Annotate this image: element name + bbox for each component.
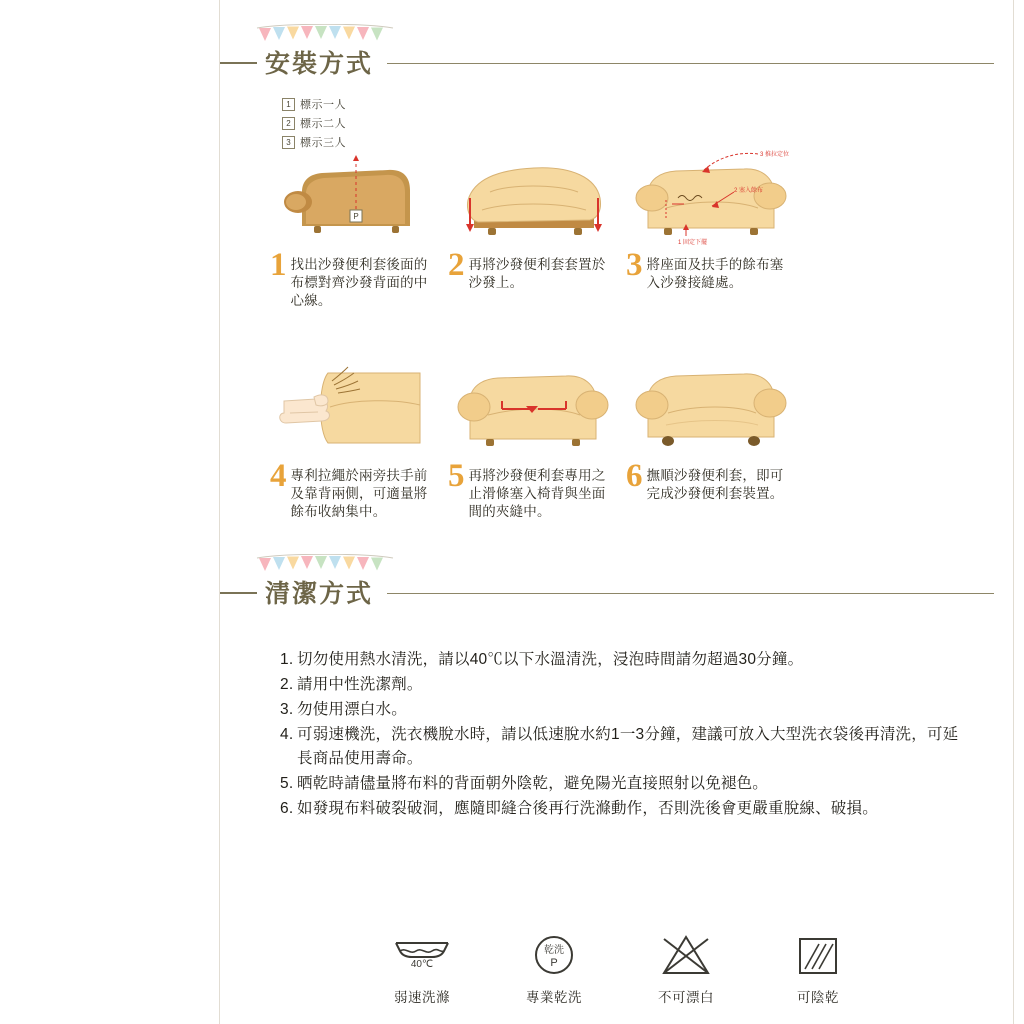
install-step-5 (448, 351, 608, 522)
page-content (220, 0, 1014, 1024)
list-item-index: 5. (280, 775, 294, 793)
hand-pull-drawstring-icon (270, 351, 440, 461)
cleaning-section-header (220, 548, 1014, 610)
step-4-caption (270, 457, 430, 522)
step-5-number: 5 (448, 457, 465, 494)
install-step-1 (270, 140, 430, 311)
list-item (280, 648, 970, 672)
step-1-illustration (270, 140, 430, 245)
care-symbol-shade-dry (773, 930, 863, 1006)
legend-label-1: 標示一人 (300, 99, 346, 111)
step-3-annotation-3: 3 推拉定位 (760, 152, 790, 158)
install-section-header (220, 18, 1014, 80)
step-2-number: 2 (448, 247, 465, 283)
list-item (280, 723, 970, 771)
list-item-text: 請用中性洗潔劑。 (297, 676, 423, 694)
list-item (280, 698, 970, 722)
list-item-text: 晒乾時請儘量將布料的背面朝外陰乾，避免陽光直接照射以免褪色。 (297, 775, 769, 793)
list-item (280, 772, 970, 796)
step-3-text: 將座面及扶手的餘布塞入沙發接縫處。 (646, 257, 784, 291)
care-symbol-wash (377, 930, 467, 1006)
legend-box-2: 2 (282, 117, 295, 130)
svg-text:P: P (353, 212, 359, 221)
shade-dry-icon (773, 930, 863, 982)
install-step-3 (626, 140, 790, 311)
care-symbol-no-bleach (641, 930, 731, 1006)
step-6-illustration (626, 351, 786, 456)
list-item-index: 1. (280, 651, 294, 668)
install-steps (270, 140, 990, 521)
cleaning-title-row (220, 574, 1014, 612)
list-item-text: 勿使用漂白水。 (297, 701, 407, 719)
step-6-number: 6 (626, 457, 643, 494)
install-step-4 (270, 351, 430, 522)
bunting-decoration-icon (255, 554, 395, 576)
list-item (280, 673, 970, 697)
step-6-caption (626, 457, 786, 503)
step-1-text: 找出沙發便利套後面的布標對齊沙發背面的中心線。 (290, 257, 428, 309)
title-rule (387, 593, 994, 594)
legend-item (282, 96, 346, 112)
step-3-annotation-2: 2 塞入餘布 (734, 188, 764, 194)
step-3-annotation-1: 1 固定下擺 (678, 240, 708, 246)
step-6-text: 撫順沙發便利套，即可完成沙發便利套裝置。 (646, 467, 784, 501)
step-4-number: 4 (270, 457, 287, 494)
step-5-illustration (448, 351, 608, 456)
sofa-insert-strips-icon (448, 351, 618, 461)
cleaning-section-title: 清潔方式 (265, 580, 374, 608)
legend-box-3: 3 (282, 136, 295, 149)
install-step-2 (448, 140, 608, 311)
legend-label-2: 標示二人 (300, 118, 346, 130)
list-item-index: 3. (280, 701, 294, 719)
install-title-row (220, 44, 1014, 82)
step-3-caption (626, 247, 786, 292)
list-item-index: 4. (280, 726, 294, 744)
step-5-text: 再將沙發便利套專用之止滑條塞入椅背與坐面間的夾縫中。 (468, 467, 606, 520)
title-rule (387, 63, 994, 64)
legend-label-3: 標示三人 (300, 137, 346, 149)
sofa-cover-drape-icon (448, 140, 618, 250)
list-item-index: 2. (280, 676, 294, 694)
dryclean-p-label: P (550, 957, 558, 969)
step-2-text: 再將沙發便利套套置於沙發上。 (468, 257, 606, 291)
care-symbol-dryclean (509, 930, 599, 1006)
list-item-text: 可弱速機洗，洗衣機脫水時，請以低速脫水約1一3分鐘，建議可放入大型洗衣袋後再清洗，可延長商品使用壽命。 (297, 726, 959, 768)
step-3-illustration (626, 140, 790, 246)
care-label-wash: 弱速洗滌 (394, 990, 450, 1005)
step-5-caption (448, 457, 608, 522)
legend-box-1: 1 (282, 98, 295, 111)
step-4-text: 專利拉繩於兩旁扶手前及靠背兩側，可適量將餘布收納集中。 (290, 467, 428, 520)
list-item-text: 如發現布料破裂破洞，應隨即縫合後再行洗滌動作，否則洗後會更嚴重脫線、破損。 (297, 800, 878, 818)
wash-tub-40c-icon (377, 930, 467, 982)
title-dash (220, 592, 257, 594)
wash-temp-label: 40℃ (410, 959, 434, 970)
sofa-back-with-label-icon (270, 140, 440, 250)
step-1-number: 1 (270, 247, 287, 283)
install-step-6 (626, 351, 786, 522)
care-label-shade-dry: 可陰乾 (797, 990, 839, 1005)
install-steps-row-1 (270, 140, 990, 311)
step-1-caption (270, 247, 430, 311)
sofa-tuck-fabric-icon (626, 140, 796, 250)
dry-clean-p-icon (509, 930, 599, 982)
title-dash (220, 62, 257, 64)
list-item (280, 797, 970, 821)
dryclean-label: 乾洗 (544, 945, 564, 956)
care-symbols (350, 930, 890, 1006)
care-label-dryclean: 專業乾洗 (526, 990, 582, 1005)
list-item-text: 切勿使用熱水清洗，請以40℃以下水溫清洗，浸泡時間請勿超過30分鐘。 (297, 651, 804, 668)
cleaning-instructions-list (280, 648, 970, 822)
bunting-decoration-icon (255, 24, 395, 46)
list-item-index: 6. (280, 800, 294, 818)
legend-item (282, 115, 346, 131)
step-4-illustration (270, 351, 430, 456)
step-2-illustration (448, 140, 608, 245)
sofa-finished-icon (626, 351, 796, 461)
step-3-number: 3 (626, 247, 643, 283)
step-2-caption (448, 247, 608, 292)
install-section-title: 安裝方式 (265, 50, 374, 78)
care-label-no-bleach: 不可漂白 (658, 990, 714, 1005)
no-bleach-icon (641, 930, 731, 982)
install-steps-row-2 (270, 351, 990, 522)
